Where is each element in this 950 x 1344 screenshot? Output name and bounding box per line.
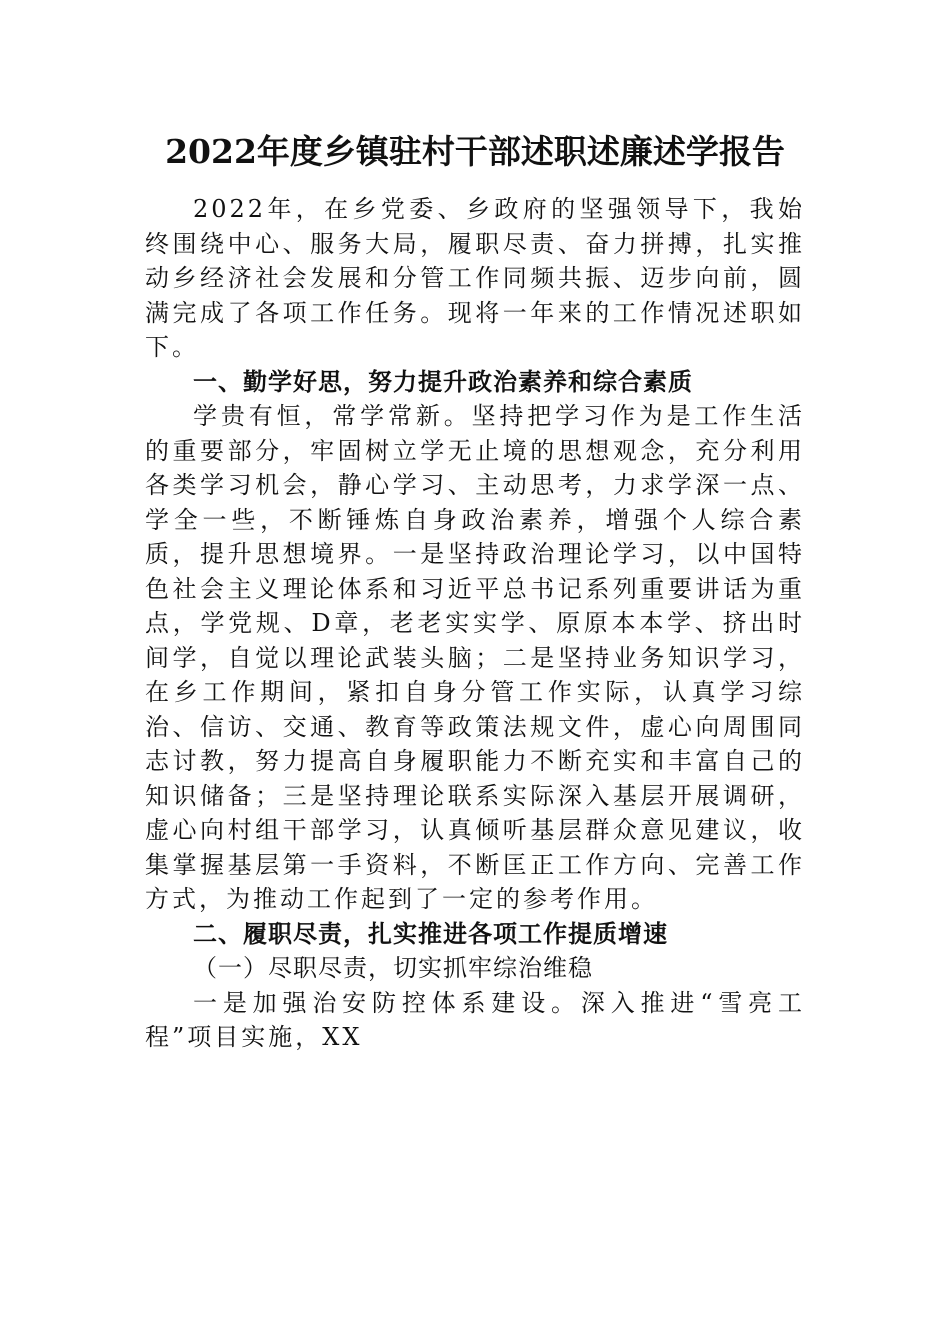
document-body bbox=[145, 124, 805, 1055]
document-title: 2022年度乡镇驻村干部述职述廉述学报告 bbox=[165, 132, 785, 171]
intro-paragraph: 2022年，在乡党委、乡政府的坚强领导下，我始终围绕中心、服务大局，履职尽责、奋力拼搏，扎实推动乡经济社会发展和分管工作同频共振、迈步向前，圆满完成了各项工作任务。现将一年来的工作情况述职如下。 bbox=[145, 195, 805, 361]
subsection-1-heading: （一）尽职尽责，切实抓牢综治维稳 bbox=[193, 954, 593, 982]
section-1-heading: 一、勤学好思，努力提升政治素养和综合素质 bbox=[193, 366, 693, 396]
subsection-1-paragraph: 一是加强治安防控体系建设。深入推进“雪亮工程”项目实施，XX bbox=[145, 988, 805, 1051]
section-1-paragraph: 学贵有恒，常学常新。坚持把学习作为是工作生活的重要部分，牢固树立学无止境的思想观念，充分利用各类学习机会，静心学习、主动思考，力求学深一点、学全一些，不断锤炼自身政治素养，增强个人综合素质，提升思想境界。一是坚持政治理论学习，以中国特色社会主义理论体系和习近平总书记系列重要讲话为重点，学党规、D章，老老实实学、原原本本学、挤出时间学，自觉以理论武装头脑；二是坚持业务知识学习，在乡工作期间，紧扣自身分管工作实际，认真学习综治、信访、交通、教育等政策法规文件，虚心向周围同志讨教，努力提高自身履职能力不断充实和丰富自己的知识储备；三是坚持理论联系实际深入基层开展调研，虚心向村组干部学习，认真倾听基层群众意见建议，收集掌握基层第一手资料，不断匡正工作方向、完善工作方式，为推动工作起到了一定的参考作用。 bbox=[145, 402, 805, 913]
section-2-heading: 二、履职尽责，扎实推进各项工作提质增速 bbox=[193, 918, 668, 948]
